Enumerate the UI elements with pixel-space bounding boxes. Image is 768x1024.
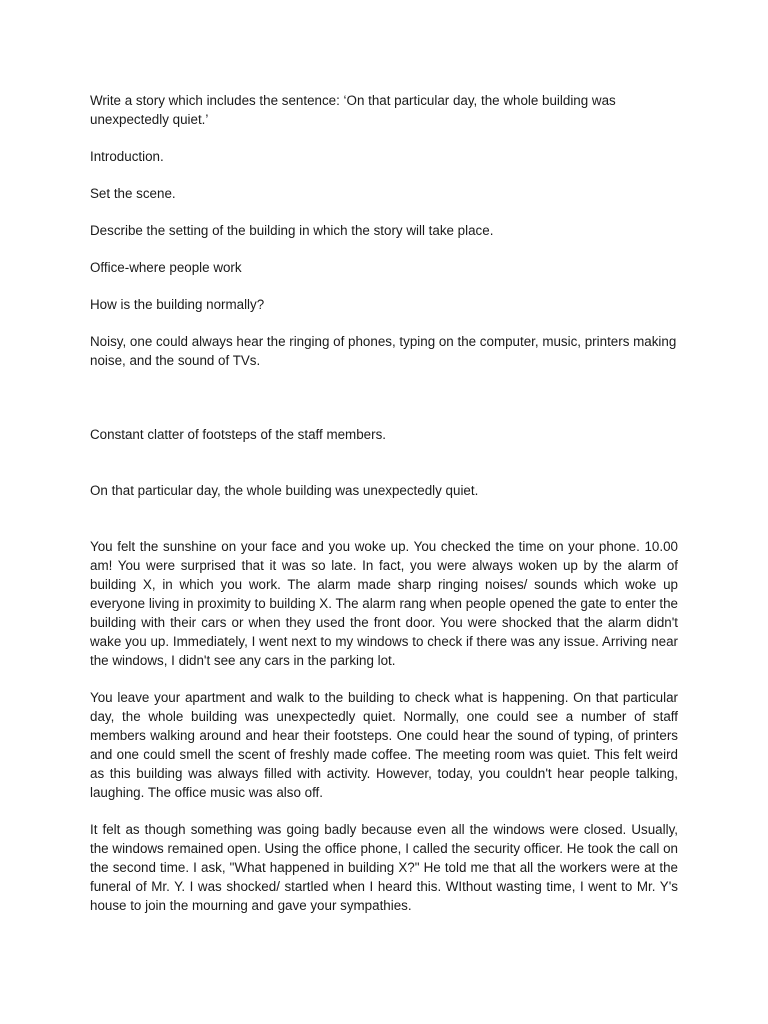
- noisy-note: Noisy, one could always hear the ringing of phones, typing on the computer, music, printers making noise, and the sound of TVs.: [90, 334, 677, 368]
- clatter-note: Constant clatter of footsteps of the staff members.: [90, 427, 386, 442]
- story-paragraph-3: It felt as though something was going badly because even all the windows were closed. Usually, the windows remained open. Using the office phone, I called the security officer. He took the call on the second time. I ask, "What happened in building X?" He told me that all the workers were at the funeral of Mr. Y. I was shocked/ startled when I heard this. WIthout wasting time, I went to Mr. Y's house to join the mourning and gave your sympathies.: [90, 822, 678, 913]
- office-note: Office-where people work: [90, 260, 242, 275]
- introduction-heading: Introduction.: [90, 149, 164, 164]
- set-scene-note: Set the scene.: [90, 186, 176, 201]
- document-page: [90, 91, 678, 933]
- describe-setting-note: Describe the setting of the building in which the story will take place.: [90, 223, 494, 238]
- normal-building-question: How is the building normally?: [90, 297, 265, 312]
- story-paragraph-2: You leave your apartment and walk to the building to check what is happening. On that particular day, the whole building was unexpectedly quiet. Normally, one could see a number of staff members walking around and hear their footsteps. One could hear the sound of typing, of printers and one could smell the scent of freshly made coffee. The meeting room was quiet. This felt weird as this building was always filled with activity. However, today, you couldn't hear people talking, laughing. The office music was also off.: [90, 690, 678, 800]
- story-paragraph-1: You felt the sunshine on your face and you woke up. You checked the time on your phone. 10.00 am! You were surprised that it was so late. In fact, you were always woken up by the alarm of building X, in which you work. The alarm made sharp ringing noises/ sounds which woke up everyone living in proximity to building X. The alarm rang when people opened the gate to enter the building with their cars or when they used the front door. You were shocked that the alarm didn't wake you up. Immediately, I went next to my windows to check if there was any issue. Arriving near the windows, I didn't see any cars in the parking lot.: [90, 539, 678, 668]
- story-prompt: Write a story which includes the sentence: ‘On that particular day, the whole building was unexpectedly quiet.’: [90, 93, 616, 127]
- key-sentence: On that particular day, the whole building was unexpectedly quiet.: [90, 483, 479, 498]
